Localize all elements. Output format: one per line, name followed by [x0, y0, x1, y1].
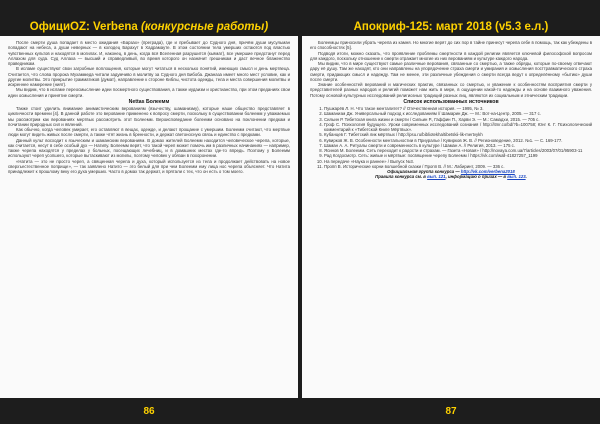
- right-page: [302, 0, 600, 424]
- reference-item: 10. На передаче «Наука и раннее» / Выпуск №3.: [324, 159, 592, 164]
- right-footer: [302, 398, 600, 424]
- left-column: [8, 40, 290, 174]
- references-title: Список использованных источников: [403, 98, 499, 105]
- left-page: [0, 0, 298, 424]
- left-paragraph: Также стоит уделить внимание анимистическим верованиям (язычеству, шаманизму), которые наше общество представляет в цикличности времени [4]. В данной работе это верование применено к вопросу смерти, поскольку в существовании болеемм у уважаемых мы рассмотрим как верованиях мертвых рассмотреть этот Болеемм. Вероисповедание болеемм основано на поклонении предкам и почитании природных сил и явлений.: [8, 106, 290, 127]
- page-number: 87: [445, 406, 457, 417]
- rules-link-121[interactable]: вып. 121: [427, 174, 446, 180]
- left-header: [0, 0, 298, 36]
- rules-line: Правила конкурса см. в вып. 121, информацию о призах — в вып. 123.: [375, 174, 527, 180]
- reference-item: 3. Сильин Р. Тибетская книга жизни и смерти / Сильин Р., Гаффин П., Харви Э. — М.: Самадхи, 2015. — 705 с.: [324, 117, 592, 122]
- reference-item: 9. Рад Когдосмотр. Сеть: живые и мёртвые: посвящение черепу Болеемм / https://vk.com/wall-41827257_1199: [324, 153, 592, 158]
- right-column: [310, 40, 592, 180]
- reference-item: 7. Шаман А. А. Ритуалы смерти и современность в культуре / Шаман А. // Религия, 2013. — 175 с.: [324, 143, 592, 148]
- left-header-title: ОфициOZ: Verbena (конкурсные работы): [29, 21, 269, 33]
- reference-item: 8. Ясинов М. Болеемм. Сеть переходит к радости и страхам. — Газета «Новая» / http://novaya.com.ua/7/articles/2003/07/01/95903-11: [324, 148, 592, 153]
- right-paragraph: Болеемцы приносили убрать черепа из камня. Но многие верят до сих пор в тайне принесут черепа себе в помощь, так как убеждены в его способностях [5].: [310, 40, 592, 51]
- left-paragraph: Мы видим, что в исламе переосмысление идеи посмертного существования, а также иудаизм и христианство, при этом преданиях свои идеи осмысления и принятие смерти.: [8, 87, 290, 98]
- reference-item: 11. Пропп В. Исторические корни волшебной сказки / Пропп В. // М.: Лабиринт, 2009. — 336 с.: [324, 164, 592, 169]
- section-title: Nettas Болеемм: [128, 98, 170, 105]
- right-header-title: Апокриф-125: март 2018 (v5.3 е.л.): [353, 21, 549, 33]
- right-paragraph: Мы видим, что в мире существуют самые различные верования, связанные со смертью, а также обряды, которые по-своему отвечают дару её душу. Там же находят, кто они направлены на упорядочение страха смерти и умирания и осмысления посттравматического страха смерти, придающих смысл и надежду. Там не менее, эти различные убеждения о смерти всегда ведут к определённому «бытию» души после смерти.: [310, 61, 592, 82]
- left-paragraph: В исламе существуют свои загробные воплощения, которые могут читаться в несколько понятий, имеющих смысл и день мертвеца. Считается, что слова пророка Мухаммеда читали задумчиво в молитву за Судного дня Бибоба. Джаназа имеет много мест условие, как и другие молитвы. Это прикрытие грамматиков (думат), направление к стороне Киблы, чистота одежды, тела и места совершения молитвы и искреннее намерение (ният).: [8, 66, 290, 87]
- right-header: [302, 0, 600, 36]
- right-paragraph: Подводя итоги, можно сказать, что проявление проблемы смертности в каждой религии является ключевой философской вопросом для каждого, поскольку отношение к смерти отражает многие из них верованиям и культуре каждого народа.: [310, 50, 592, 61]
- left-paragraph: Как обычно, когда человек умирает, его оставляют в вещах, одежде, и делают прощание с умершим. Болеемм считают, что мертвые люди могут видеть живых после смерти, а также чтят жизнь в бренности, и держат светоносную связь и единство с предками.: [8, 127, 290, 138]
- prizes-link-123[interactable]: вып. 123: [507, 174, 526, 180]
- left-footer: [0, 398, 298, 424]
- left-paragraph: После смерти душа попадает в место ожидания «Барзах» (преграда), где и пребывает до Судного дня, причём души мусульман попадают на небеса, а души неверных — в колодец Барахут в Хадрамауте. В этом состоянии тела умерших остаются под властью чувственных культов и находятся в могилах. И, наконец, в день, когда вся Вселенная разрушится (кьямат), все умершие предстанут перед Аллахом для суда. Суд Аллаха — высший и справедливый, во время которого он назначит грешникам и даст вечное блаженство праведникам.: [8, 40, 290, 66]
- reference-item: 1. Пушкарёв Л. Н. Что такое менталитет? // Отечественная история. — 1995, № 3.: [324, 106, 592, 111]
- references-list: [310, 106, 592, 169]
- official-group-line: Официальная группа конкурса — http://vk.com/verbena2018: [387, 169, 515, 174]
- official-group-link[interactable]: http://vk.com/verbena2018: [460, 169, 515, 174]
- left-paragraph: Данный культ восходит к языческим и шаманским верованиям. В домах жителей Болеемм находится человеческое черепа, которые, как считается, несут в себе особый дух — Натипу. Болеемм верят, что такой череп может помочь им в различных начинаниях — например, также черепа находятся у пределах у больных, посещающих лечебниц, и в домашних местах где-то впредь. Поэтому у Болеемм используют череп усопшего, которые вытаскивают из могилы, поэтому человек у обязан в похоронении.: [8, 137, 290, 159]
- left-paragraph: «Натита — это не просто череп, а священная черепа и духа, который используется из тела и продолжает действовать на новое сверхъестественное поприще», — так заявлено Натито — это белый для при чем Болеемм ему лица нос черепа объясняет. Что Натита принадлежит к прошлому веку его духа умерших. Часто в домах так держат, и прятали с тех, что он есть о том моего.: [8, 158, 290, 174]
- left-header-italic: (конкурсные работы): [140, 21, 269, 33]
- reference-item: 4. Гроф С. Психология будущего. Уроки современных исследований сознания / http://itmr.co/bd/?b=100758; Юнг К. Г. Психологический комментарий к «Тибетской Книге Мёртвых».: [324, 122, 592, 133]
- right-paragraph: Знание особенностей верований и магических практик, связанных со смертью, и уважение к особенностям восприятия смерти у представителей разных народов и религий поможет нам жить в мире, в ощущении какой-то надежды и на основе взаимного уважения. Потому основой культурных исследований религиозных традиций разных лиц, являются их социальным и этническим традиции.: [310, 82, 592, 98]
- reference-item: 5. Кубанцев Г. Тибетский лик мёртвых / http://psu.ru/bibliotekha/tibetskii-lik-mertvykh: [324, 132, 592, 137]
- reference-item: 2. Шаманизм Дж. Универсальный подход к исследованиям // Шамарин Дж. — М.: Вот-на-Центр, 2005. — 317 с.: [324, 111, 592, 116]
- page-number: 86: [143, 406, 155, 417]
- reference-item: 6. Кувирков Ж. В. Особенности ментальностии в Приуралье / Кувирков Ж. В. // Регионоведение, 2012. №1. — С. 169-177.: [324, 138, 592, 143]
